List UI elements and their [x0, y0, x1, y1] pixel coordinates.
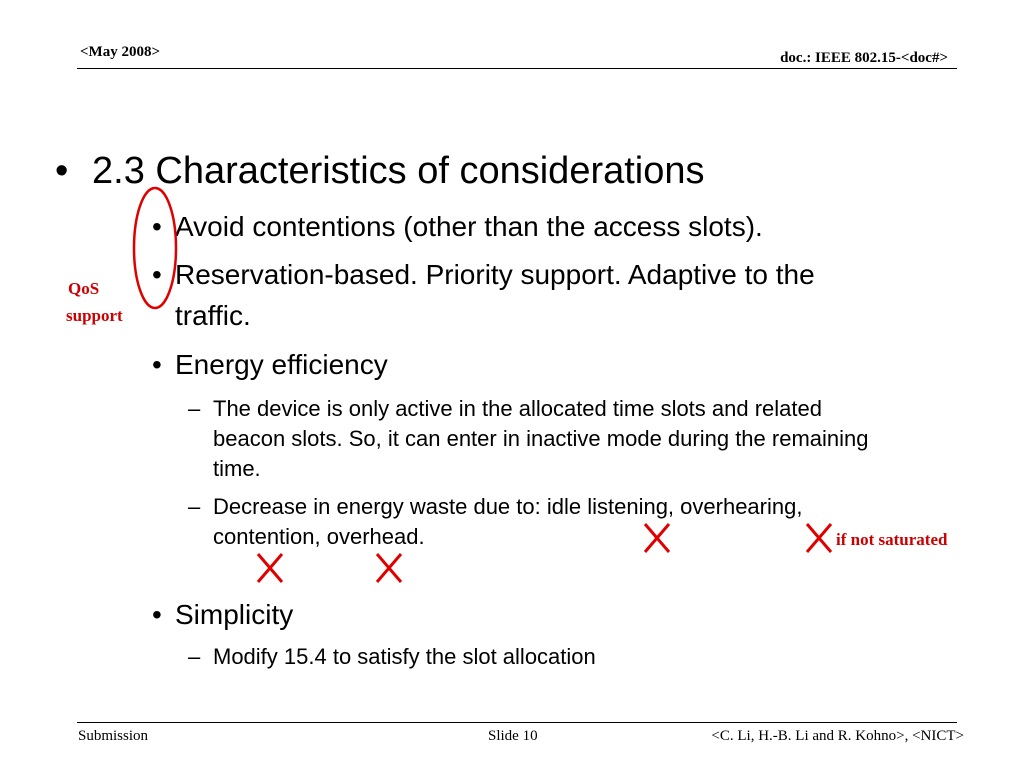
cross-mark-contention [804, 521, 834, 555]
item-simplicity: Simplicity [175, 599, 294, 630]
heading-bullet: • [55, 150, 69, 192]
slide-number: Slide 10 [488, 728, 538, 744]
bullet-3: • [152, 349, 162, 380]
cross-mark-idle-listening [255, 551, 285, 585]
dash-3: – [188, 644, 201, 669]
sub-active-slots-line3: time. [213, 456, 261, 481]
footer-rule [77, 722, 957, 723]
dash-1: – [188, 396, 201, 421]
item-reservation-line1: Reservation-based. Priority support. Adaptive to the [175, 259, 815, 290]
qos-highlight-ellipse [130, 185, 182, 315]
slide-heading: 2.3 Characteristics of considerations [92, 150, 705, 192]
cross-mark-overhearing [642, 521, 672, 555]
item-reservation-line2: traffic. [175, 300, 251, 331]
header-rule [77, 68, 957, 69]
bullet-4: • [152, 599, 162, 630]
header-date: <May 2008> [80, 44, 161, 60]
qos-label-line2: support [66, 306, 123, 325]
header-doc-id: doc.: IEEE 802.15-<doc#> [780, 50, 948, 66]
sub-energy-waste-line2: contention, overhead. [213, 524, 425, 549]
item-energy-efficiency: Energy efficiency [175, 349, 388, 380]
sub-energy-waste-line1: Decrease in energy waste due to: idle listening, overhearing, [213, 494, 803, 519]
bullet-1: • [152, 211, 162, 242]
sub-active-slots-line1: The device is only active in the allocated time slots and related [213, 396, 822, 421]
qos-label-line1: QoS [68, 279, 100, 298]
item-avoid-contentions: Avoid contentions (other than the access slots). [175, 211, 763, 242]
cross-mark-overhead [374, 551, 404, 585]
footer-submission: Submission [78, 728, 149, 744]
sub-modify-15-4: Modify 15.4 to satisfy the slot allocation [213, 644, 596, 669]
not-saturated-note: if not saturated [836, 530, 948, 549]
bullet-2: • [152, 259, 162, 290]
footer-authors: <C. Li, H.-B. Li and R. Kohno>, <NICT> [711, 728, 964, 744]
sub-active-slots-line2: beacon slots. So, it can enter in inactive mode during the remaining [213, 426, 869, 451]
dash-2: – [188, 494, 201, 519]
